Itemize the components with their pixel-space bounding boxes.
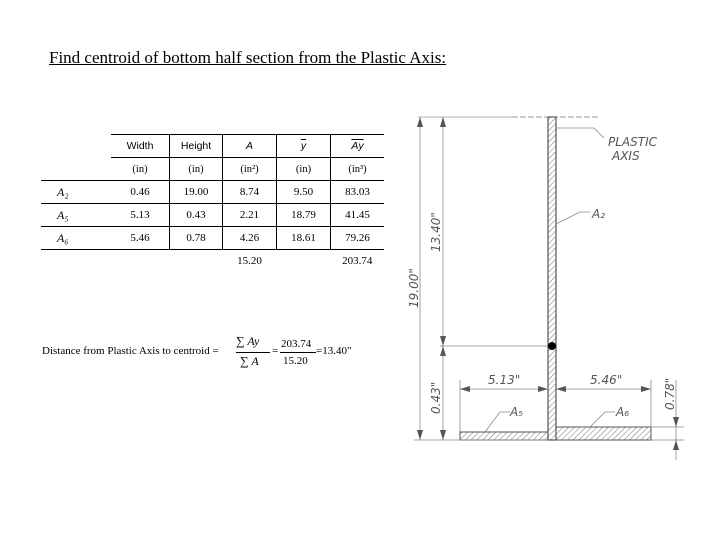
- cell-area: 2.21: [223, 204, 277, 227]
- label-dim-0-78: 0.78": [663, 377, 677, 410]
- leader-a5: [485, 412, 510, 432]
- leader-plastic-axis: [556, 128, 604, 138]
- header-width: Width: [111, 135, 170, 158]
- cell-width: 5.13: [111, 204, 170, 227]
- unit-ay: (in³): [331, 158, 385, 181]
- cell-ay: 79.26: [331, 227, 385, 250]
- arrow-bot-19: [417, 430, 423, 440]
- header-area: A: [223, 135, 277, 158]
- header-ay: $\overline{Ay}$: [331, 135, 385, 158]
- unit-width: (in): [111, 158, 170, 181]
- arrow-top-0-78: [673, 417, 679, 427]
- cell-ay: 41.45: [331, 204, 385, 227]
- unit-area: (in²): [223, 158, 277, 181]
- cell-width: 0.46: [111, 181, 170, 204]
- row-label: A₆: [41, 227, 111, 250]
- arrow-left-5-13: [460, 386, 470, 392]
- formula-numerator-value: 203.74: [281, 338, 312, 350]
- arrow-top-13-40: [440, 117, 446, 127]
- flange-a6: [556, 427, 651, 440]
- leader-a6: [590, 412, 615, 427]
- cell-height: 0.78: [170, 227, 223, 250]
- centroid-marker: [548, 342, 556, 350]
- header-y: $\overline{y}$: [277, 135, 331, 158]
- label-dim-19-00: 19.00": [407, 268, 421, 308]
- page-title: Find centroid of bottom half section from the Plastic Axis:: [49, 48, 447, 67]
- formula-denominator-value: 15.20: [283, 355, 308, 367]
- arrow-bot-0-78: [673, 440, 679, 450]
- formula-equals: =: [272, 345, 279, 357]
- row-label: A₅: [41, 204, 111, 227]
- cell-area: 8.74: [223, 181, 277, 204]
- cell-width: 5.46: [111, 227, 170, 250]
- arrow-left-5-46: [556, 386, 566, 392]
- cell-area: 4.26: [223, 227, 277, 250]
- arrow-top-19: [417, 117, 423, 127]
- formula-numerator-symbol: ∑ Ay: [236, 334, 260, 348]
- label-dim-13-40: 13.40": [429, 212, 443, 252]
- label-plastic: PLASTIC: [608, 135, 657, 149]
- arrow-right-5-46: [641, 386, 651, 392]
- label-a6: A₆: [616, 405, 630, 419]
- label-a5: A₅: [510, 405, 524, 419]
- cell-height: 0.43: [170, 204, 223, 227]
- row-label: A₂: [41, 181, 111, 204]
- label-dim-5-13: 5.13": [488, 373, 521, 387]
- header-height: Height: [170, 135, 223, 158]
- cell-y: 18.61: [277, 227, 331, 250]
- unit-y: (in): [277, 158, 331, 181]
- cell-height: 19.00: [170, 181, 223, 204]
- leader-a2: [556, 212, 590, 224]
- cell-ay: 83.03: [331, 181, 385, 204]
- formula-denominator-symbol: ∑ A: [240, 354, 259, 368]
- cell-y: 9.50: [277, 181, 331, 204]
- total-area: 15.20: [237, 255, 262, 267]
- arrow-bot-13-40: [440, 336, 446, 346]
- cell-y: 18.79: [277, 204, 331, 227]
- flange-a5: [460, 432, 548, 440]
- formula-label: Distance from Plastic Axis to centroid =: [42, 345, 219, 357]
- formula-result: =13.40": [316, 345, 352, 357]
- label-dim-0-43: 0.43": [429, 381, 443, 414]
- total-ay: 203.74: [342, 255, 373, 267]
- arrow-bot-0-43: [440, 430, 446, 440]
- arrow-top-0-43: [440, 346, 446, 356]
- unit-height: (in): [170, 158, 223, 181]
- label-dim-5-46: 5.46": [590, 373, 623, 387]
- web-a2: [548, 117, 556, 440]
- arrow-right-5-13: [538, 386, 548, 392]
- label-a2: A₂: [592, 207, 606, 221]
- label-axis: AXIS: [612, 149, 640, 163]
